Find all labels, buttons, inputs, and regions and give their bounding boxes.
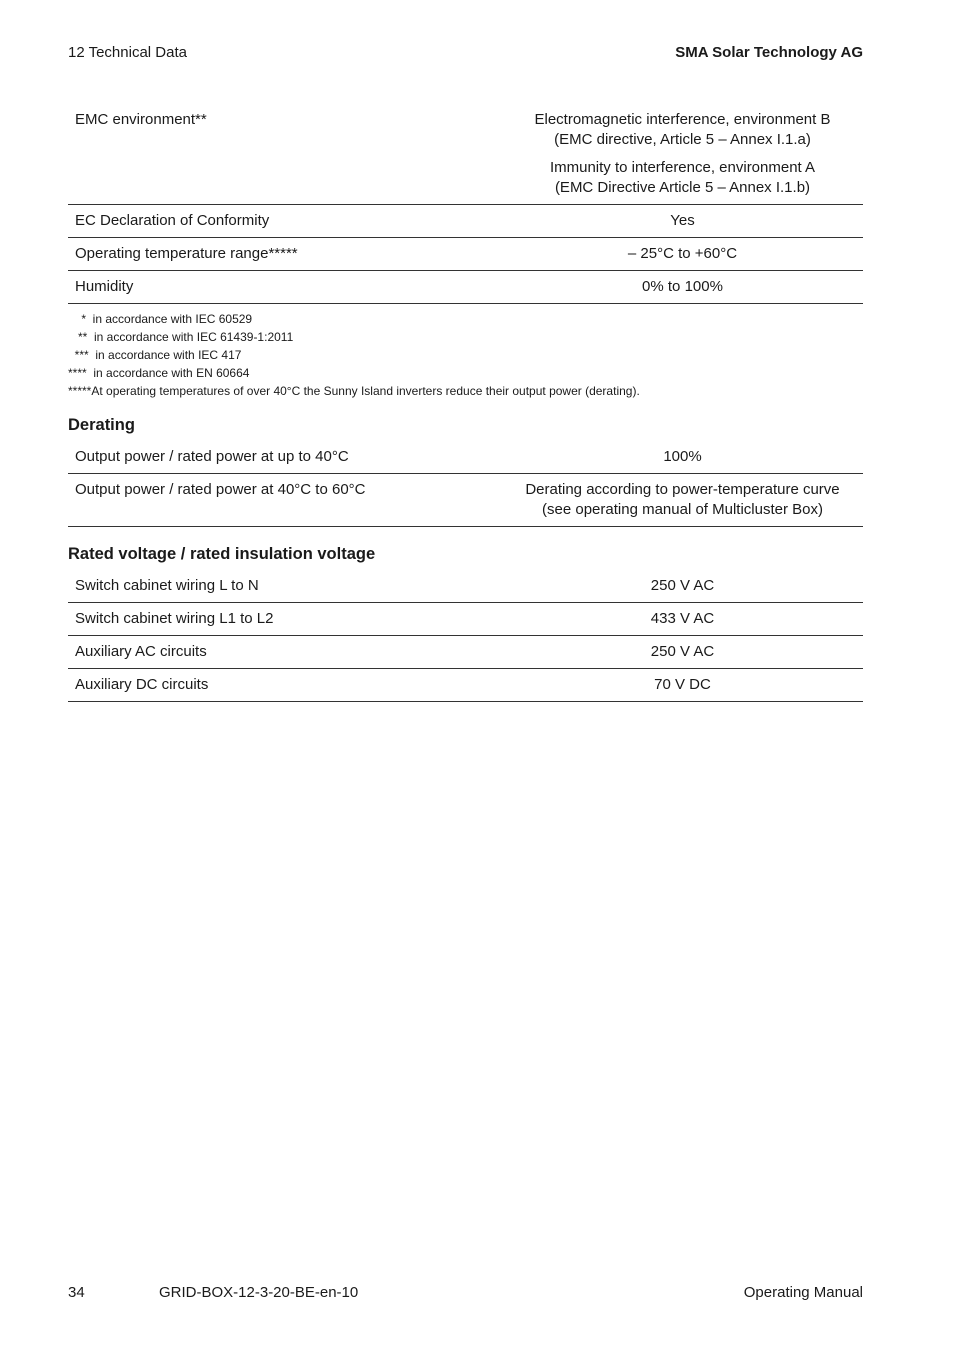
table-row [68, 474, 863, 527]
voltage-row-1-value: 250 V AC [502, 570, 863, 603]
document-type: Operating Manual [743, 1284, 863, 1301]
derating-row-2-label: Output power / rated power at 40°C to 60°C [68, 474, 502, 527]
footnote-2: ** in accordance with IEC 61439-1:2011 [68, 330, 294, 344]
footnote-3: *** in accordance with IEC 417 [68, 348, 242, 362]
voltage-row-4-value: 70 V DC [502, 669, 863, 702]
table-row [68, 603, 863, 636]
ec-declaration-value: Yes [502, 205, 863, 238]
footnotes [68, 310, 863, 400]
footnote-4: **** in accordance with EN 60664 [68, 366, 250, 380]
page-number: 34 [68, 1284, 85, 1301]
table-row [68, 570, 863, 603]
derating-row-1-label: Output power / rated power at up to 40°C [68, 441, 502, 474]
rated-voltage-heading: Rated voltage / rated insulation voltage [68, 545, 376, 563]
table-row [68, 205, 863, 238]
derating-heading: Derating [68, 416, 135, 434]
derating-row-2-value [502, 474, 863, 527]
derating-row-2-value-line-2: (see operating manual of Multicluster Box) [542, 501, 823, 518]
operating-temperature-label: Operating temperature range***** [68, 238, 502, 271]
humidity-value: 0% to 100% [502, 271, 863, 304]
derating-row-1-value: 100% [502, 441, 863, 474]
voltage-row-3-label: Auxiliary AC circuits [68, 636, 502, 669]
rated-voltage-table [68, 570, 863, 702]
emc-spec-table [68, 104, 863, 304]
voltage-row-1-label: Switch cabinet wiring L to N [68, 570, 502, 603]
emc-value-2-line-1: Immunity to interference, environment A [549, 159, 816, 176]
page-content [68, 104, 863, 702]
table-row [68, 669, 863, 702]
emc-environment-label: EMC environment** [68, 104, 502, 205]
table-row [68, 636, 863, 669]
derating-table [68, 441, 863, 527]
emc-value-2-line-2: (EMC Directive Article 5 – Annex I.1.b) [554, 179, 811, 196]
table-row [68, 441, 863, 474]
voltage-row-4-label: Auxiliary DC circuits [68, 669, 502, 702]
emc-value-1-line-1: Electromagnetic interference, environment B [534, 111, 831, 128]
humidity-label: Humidity [68, 271, 502, 304]
voltage-row-2-value: 433 V AC [502, 603, 863, 636]
table-row [68, 104, 863, 205]
ec-declaration-label: EC Declaration of Conformity [68, 205, 502, 238]
operating-temperature-value: – 25°C to +60°C [502, 238, 863, 271]
footnote-5: *****At operating temperatures of over 40°C the Sunny Island inverters reduce their output power (derating). [68, 384, 640, 398]
table-row [68, 271, 863, 304]
emc-value-1-line-2: (EMC directive, Article 5 – Annex I.1.a) [554, 131, 811, 148]
voltage-row-2-label: Switch cabinet wiring L1 to L2 [68, 603, 502, 636]
running-header-company: SMA Solar Technology AG [675, 44, 863, 61]
footnote-1: * in accordance with IEC 60529 [68, 312, 253, 326]
table-row [68, 238, 863, 271]
document-id: GRID-BOX-12-3-20-BE-en-10 [159, 1284, 359, 1301]
running-header-chapter: 12 Technical Data [68, 44, 187, 61]
derating-row-2-value-line-1: Derating according to power-temperature curve [525, 481, 840, 498]
voltage-row-3-value: 250 V AC [502, 636, 863, 669]
emc-environment-value [502, 104, 863, 205]
